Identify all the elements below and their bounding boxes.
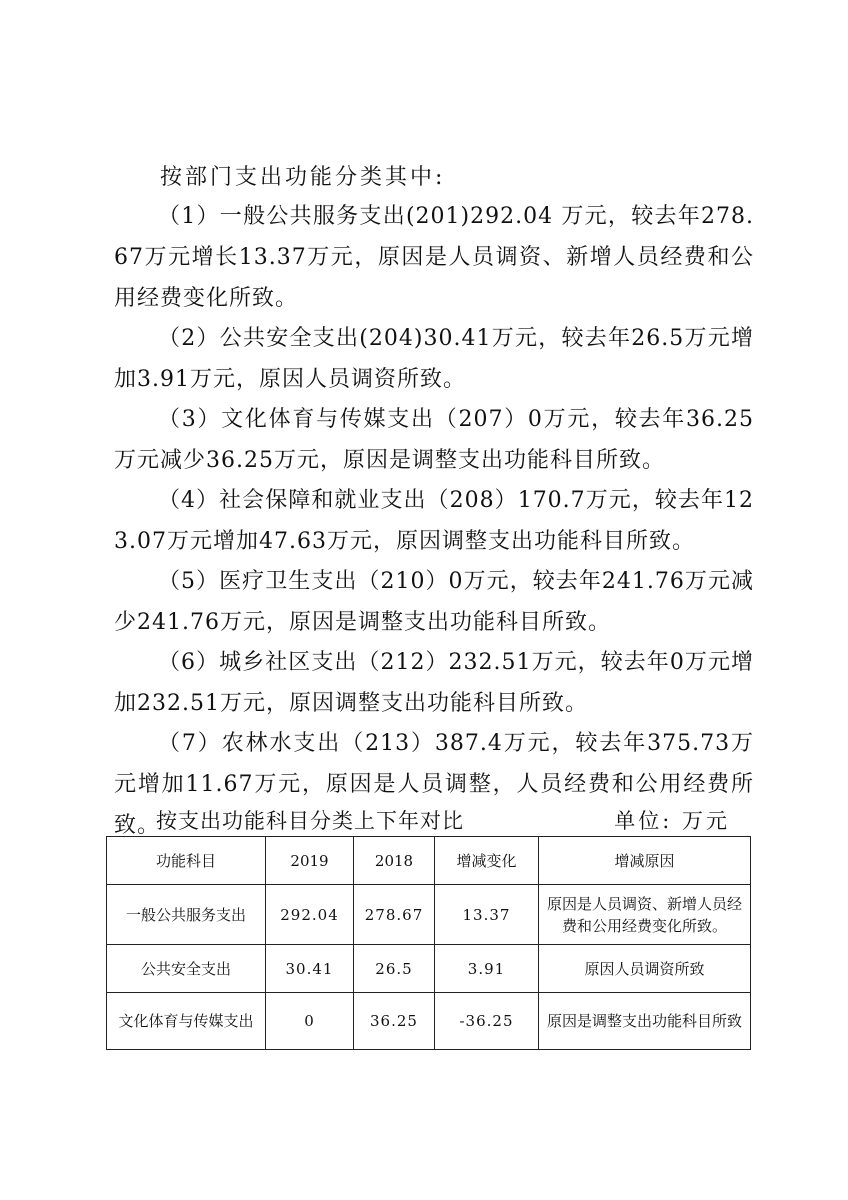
paragraph-agriculture: （7）农林水支出（213）387.4万元，较去年375.73万元增加11.67万元，原因是人员调整，人员经费和公用经费所致。 — [114, 731, 754, 838]
table-cell: 一般公共服务支出 — [107, 885, 266, 945]
table-cell: 30.41 — [266, 945, 354, 993]
paragraph-culture-sports-media: （3）文化体育与传媒支出（207）0万元，较去年36.25万元减少36.25万元，原因是调整支出功能科目所致。 — [114, 407, 754, 473]
comparison-table — [106, 836, 751, 1050]
table-row — [107, 885, 751, 945]
table-cell: 292.04 — [266, 885, 354, 945]
header-cell: 2019 — [266, 837, 354, 885]
table-cell: 3.91 — [435, 945, 539, 993]
table-cell: 原因是人员调资、新增人员经费和公用经费变化所致。 — [539, 885, 751, 945]
paragraph-urban-rural: （6）城乡社区支出（212）232.51万元，较去年0万元增加232.51万元，原因调整支出功能科目所致。 — [114, 650, 754, 716]
table-caption — [156, 805, 730, 835]
table-cell: 13.37 — [435, 885, 539, 945]
table-cell: 0 — [266, 993, 354, 1050]
table-unit: 单位: 万元 — [614, 809, 730, 833]
table-cell: 公共安全支出 — [107, 945, 266, 993]
table-cell: 原因人员调资所致 — [539, 945, 751, 993]
table-title: 按支出功能科目分类上下年对比 — [156, 809, 464, 833]
table-row — [107, 945, 751, 993]
header-cell: 2018 — [354, 837, 435, 885]
table-cell: 26.5 — [354, 945, 435, 993]
paragraph-public-safety: （2）公共安全支出(204)30.41万元，较去年26.5万元增加3.91万元，原因人员调资所致。 — [114, 326, 754, 392]
table-header-row — [107, 837, 751, 885]
table-cell: 36.25 — [354, 993, 435, 1050]
header-cell: 功能科目 — [107, 837, 266, 885]
header-cell: 增减变化 — [435, 837, 539, 885]
intro-heading: 按部门支出功能分类其中: — [160, 165, 446, 190]
table-cell: -36.25 — [435, 993, 539, 1050]
table-cell: 原因是调整支出功能科目所致 — [539, 993, 751, 1050]
paragraph-health: （5）医疗卫生支出（210）0万元，较去年241.76万元减少241.76万元，原因是调整支出功能科目所致。 — [114, 569, 754, 635]
paragraph-general-public-services: （1）一般公共服务支出(201)292.04 万元，较去年278.67万元增长13.37万元，原因是人员调资、新增人员经费和公用经费变化所致。 — [114, 204, 754, 311]
paragraph-social-security: （4）社会保障和就业支出（208）170.7万元，较去年123.07万元增加47.63万元，原因调整支出功能科目所致。 — [114, 488, 754, 554]
table-row — [107, 993, 751, 1050]
header-cell: 增减原因 — [539, 837, 751, 885]
table-cell: 文化体育与传媒支出 — [107, 993, 266, 1050]
table-cell: 278.67 — [354, 885, 435, 945]
